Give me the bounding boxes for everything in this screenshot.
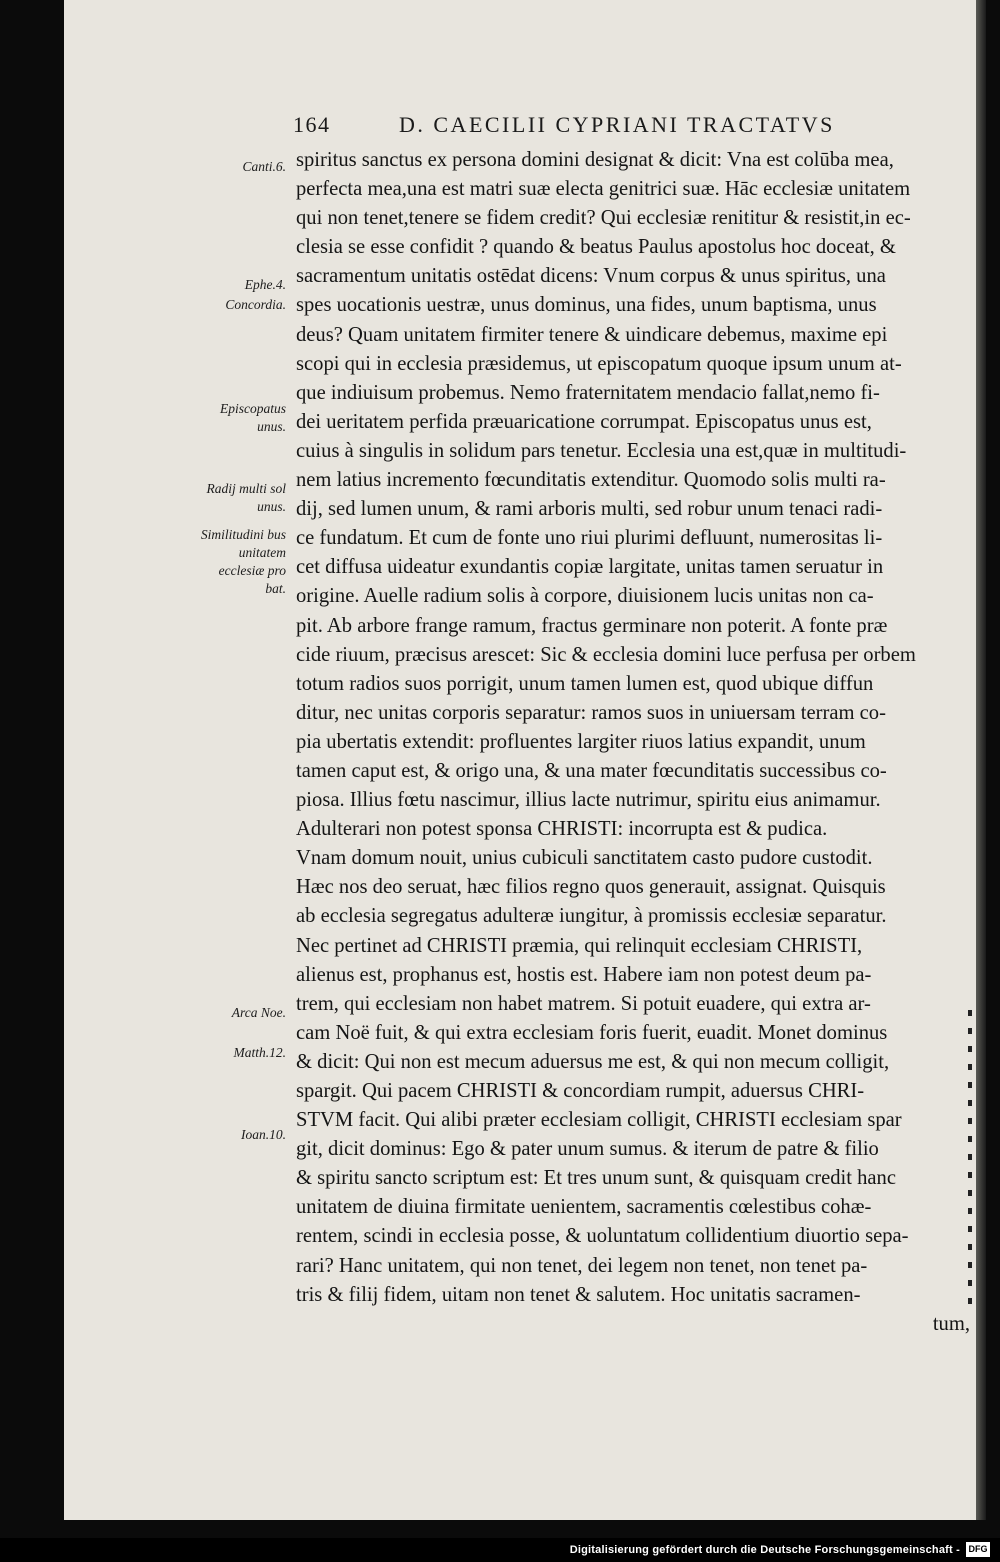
page-edge-shadow [976,0,986,1520]
text-line: totum radios suos porrigit, unum tamen lumen est, quod ubique diffun [296,672,874,695]
body-text [296,146,976,1339]
margin-note: Ephe.4. [244,277,286,292]
margin-note: Arca Noe. [231,1005,286,1020]
text-line: Adulterari non potest sponsa CHRISTI: incorrupta est & pudica. [296,818,828,841]
text-line: spiritus sanctus ex persona domini designat & dicit: Vna est colūba mea, [296,149,894,171]
text-line: alienus est, prophanus est, hostis est. Habere iam non potest deum pa- [296,963,872,986]
text-line: spargit. Qui pacem CHRISTI & concordiam rumpit, aduersus CHRI- [296,1080,865,1102]
margin-note: Canti.6. [242,159,286,174]
text-line: ce fundatum. Et cum de fonte uno riui plurimi defluunt, numerositas li- [296,527,883,550]
text-line: & dicit: Qui non est mecum aduersus me est, & qui non mecum colligit, [296,1050,890,1073]
text-line: ditur, nec unitas corporis separatur: ramos suos in uniuersam terram co- [296,701,886,724]
text-line: STVM facit. Qui alibi præter ecclesiam colligit, CHRISTI ecclesiam spar [296,1109,902,1132]
text-line: scopi qui in ecclesia præsidemus, ut episcopatum quoque ipsum unum at- [296,352,902,375]
text-line: tris & filij fidem, uitam non tenet & salutem. Hoc unitatis sacramen- [296,1283,861,1306]
margin-note: Concordia. [225,297,286,312]
text-line: sacramentum unitatis ostēdat dicens: Vnum corpus & unus spiritus, una [296,265,886,288]
text-line: que indiuisum probemus. Nemo fraternitatem mendacio fallat,nemo fi- [296,381,880,404]
text-line: dij, sed lumen unum, & rami arboris multi, sed robur unum tenaci radi- [296,498,883,521]
text-line: cuius à singulis in solidum pars tenetur. Ecclesia una est,quæ in multitudi- [296,439,907,462]
text-line: piosa. Illius fœtu nascimur, illius lacte nutrimur, spiritu eius animamur. [296,789,881,812]
text-line: perfecta mea,una est matri suæ electa genitrici suæ. Hāc ecclesiæ unitatem [296,178,911,201]
page-number: 164 [293,112,331,137]
margin-note: Ioan.10. [241,1127,286,1142]
text-line: cam Noë fuit, & qui extra ecclesiam foris fuerit, euadit. Monet dominus [296,1021,888,1044]
page-header [293,112,873,146]
text-line: unitatem de diuina firmitate uenientem, sacramentis cœlestibus cohæ- [296,1196,872,1219]
text-line: tamen caput est, & origo una, & una mater fœcunditatis successibus co- [296,759,887,782]
text-line: ab ecclesia segregatus adulteræ iungitur, à promissis ecclesiæ separatur. [296,905,887,928]
text-line: dei ueritatem perfida præuaricatione corrumpat. Episcopatus unus est, [296,410,872,433]
text-line: cide riuum, præcisus arescet: Sic & ecclesia domini luce perfusa per orbem [296,643,916,666]
catchword: tum, [932,1312,970,1335]
running-title: D. CAECILII CYPRIANI TRACTATVS [399,112,835,137]
text-line: clesia se esse confidit ? quando & beatus Paulus apostolus hoc doceat, & [296,236,896,259]
text-line: pia ubertatis extendit: profluentes largiter riuos latius expandit, unum [296,730,866,753]
text-line: git, dicit dominus: Ego & pater unum sumus. & iterum de patre & filio [296,1138,879,1161]
dfg-logo-icon: DFG [966,1542,990,1557]
margin-note: Radij multi sol unus. [206,481,286,514]
margin-note: Matth.12. [233,1045,286,1060]
text-line: Hæc nos deo seruat, hæc filios regno quos generauit, assignat. Quisquis [296,876,886,899]
text-line: qui non tenet,tenere se fidem credit? Qui ecclesiæ renititur & resistit,in ec- [296,207,911,230]
margin-note: Similitudini bus unitatem ecclesiæ pro bat. [200,527,286,596]
text-line: pit. Ab arbore frange ramum, fractus germinare non poterit. A fonte præ [296,614,888,637]
text-line: cet diffusa uideatur exundantis copiæ largitate, unitas tamen seruatur in [296,556,884,579]
text-line: nem latius incremento fœcunditatis extenditur. Quomodo solis multi ra- [296,469,886,492]
text-line: trem, qui ecclesiam non habet matrem. Si potuit euadere, qui extra ar- [296,992,871,1015]
text-line: & spiritu sancto scriptum est: Et tres unum sunt, & quisquam credit hanc [296,1167,896,1190]
text-line: rari? Hanc unitatem, qui non tenet, dei legem non tenet, non tenet pa- [296,1254,868,1277]
text-line: spes uocationis uestræ, unus dominus, una fides, unum baptisma, unus [296,294,877,317]
text-line: Nec pertinet ad CHRISTI præmia, qui relinquit ecclesiam CHRISTI, [296,934,863,957]
text-line: rentem, scindi in ecclesia posse, & uoluntatum collidentium diuortio sepa- [296,1225,909,1248]
text-line: Vnam domum nouit, unius cubiculi sanctitatem casto pudore custodit. [296,847,873,870]
funding-notice: Digitalisierung gefördert durch die Deutsche Forschungsgemeinschaft - [569,1544,960,1556]
margin-note: Episcopatus unus. [220,401,286,434]
text-line: deus? Quam unitatem firmiter tenere & uindicare debemus, maxime epi [296,323,888,346]
text-line: origine. Auelle radium solis à corpore, diuisionem lucis unitas non ca- [296,585,874,608]
